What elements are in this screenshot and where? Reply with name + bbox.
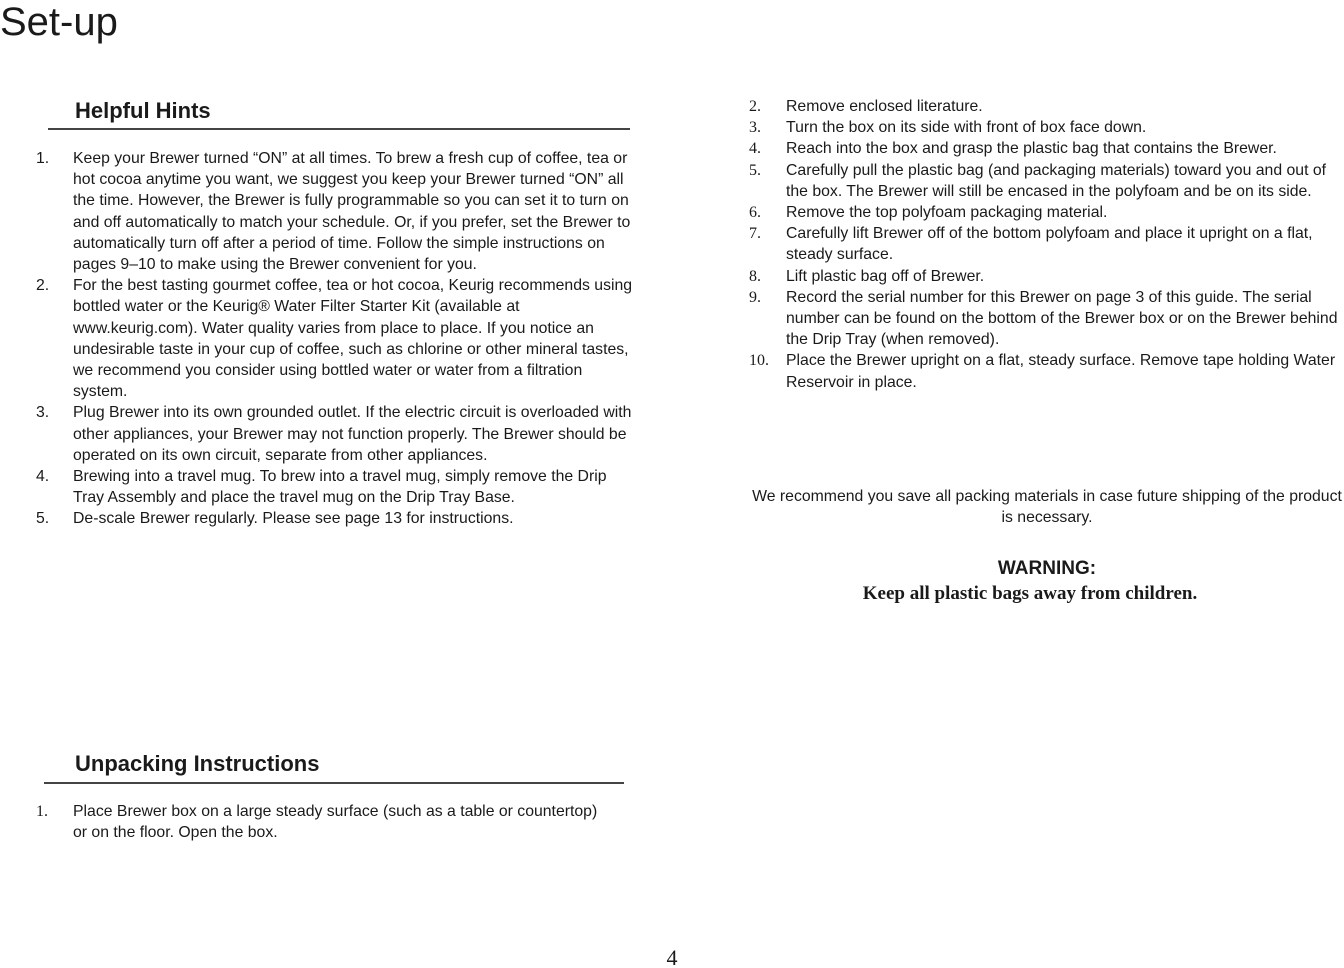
unpacking-list-left: [36, 801, 606, 843]
step-number: 4.: [749, 140, 761, 158]
hint-number: 2.: [36, 277, 50, 295]
unpacking-step: [749, 138, 1344, 159]
unpacking-step: [749, 202, 1344, 223]
unpacking-step: [749, 223, 1344, 265]
page-title: Set-up: [0, 0, 118, 44]
warning-text: Keep all plastic bags away from children.: [862, 583, 1198, 604]
unpacking-step: [749, 266, 1344, 287]
unpacking-heading: Unpacking Instructions: [75, 751, 320, 776]
hint-item: [36, 402, 636, 466]
hint-text: De-scale Brewer regularly. Please see page 13 for instructions.: [73, 510, 514, 528]
step-text: Place Brewer box on a large steady surface (such as a table or countertop) or on the floor. Open the box.: [73, 803, 598, 842]
packing-note: We recommend you save all packing materials in case future shipping of the product is necessary.: [752, 488, 1342, 527]
hint-number: 4.: [36, 468, 50, 486]
step-number: 2.: [749, 98, 761, 115]
step-number: 5.: [749, 161, 761, 179]
helpful-hints-divider: [48, 128, 630, 130]
warning-heading: WARNING:: [997, 558, 1097, 579]
hint-text: Brewing into a travel mug. To brew into a travel mug, simply remove the Drip Tray Assembly and place the travel mug on the Drip Tray Base.: [73, 468, 607, 507]
unpacking-step: [749, 160, 1344, 202]
unpacking-divider: [44, 782, 624, 784]
step-number: 9.: [749, 288, 761, 306]
hint-item: [36, 148, 636, 275]
hint-text: For the best tasting gourmet coffee, tea or hot cocoa, Keurig recommends using bottled water or the Keurig® Water Filter Starter Kit (available at www.keurig.com). Water quality varies from place to place. If you notice an undesirable taste in your cup of coffee, such as chlorine or other mineral tastes, we recommend you consider using bottled water or water from a filtration system.: [73, 277, 633, 401]
page-number: 4: [666, 945, 678, 968]
hint-item: [36, 508, 636, 529]
step-text: Place the Brewer upright on a flat, steady surface. Remove tape holding Water Reservoir in place.: [786, 352, 1336, 391]
unpacking-step: [749, 350, 1344, 392]
hint-number: 5.: [36, 510, 50, 528]
hint-item: [36, 275, 636, 402]
step-number: 8.: [749, 267, 761, 285]
step-number: 10.: [749, 352, 769, 370]
step-text: Record the serial number for this Brewer on page 3 of this guide. The serial number can be found on the bottom of the Brewer box or on the Brewer behind the Drip Tray (when removed).: [786, 288, 1338, 349]
unpacking-step: [749, 117, 1344, 138]
step-text: Lift plastic bag off of Brewer.: [786, 267, 985, 285]
hint-item: [36, 466, 636, 508]
hint-text: Keep your Brewer turned “ON” at all times. To brew a fresh cup of coffee, tea or hot cocoa anytime you want, we suggest you keep your Brewer turned “ON” all the time. However, the Brewer is fully programmable so you can set it to turn on and off automatically to match your schedule. Or, if you prefer, set the Brewer to automatically turn off after a period of time. Follow the simple instructions on pages 9–10 to make using the Brewer convenient for you.: [73, 150, 631, 274]
step-text: Remove enclosed literature.: [786, 98, 983, 115]
step-number: 7.: [749, 225, 761, 243]
step-text: Turn the box on its side with front of box face down.: [786, 119, 1147, 137]
step-text: Remove the top polyfoam packaging material.: [786, 204, 1108, 222]
hint-text: Plug Brewer into its own grounded outlet. If the electric circuit is overloaded with other appliances, your Brewer may not function properly. The Brewer should be operated on its own circuit, separate from other appliances.: [73, 404, 632, 464]
hint-number: 1.: [36, 150, 50, 167]
unpacking-step: [749, 96, 1344, 117]
step-number: 1.: [36, 803, 48, 820]
hint-number: 3.: [36, 404, 50, 422]
step-text: Carefully lift Brewer off of the bottom polyfoam and place it upright on a flat, steady surface.: [786, 225, 1313, 264]
helpful-hints-list: [36, 148, 636, 530]
unpacking-step: [749, 287, 1344, 351]
step-number: 6.: [749, 204, 761, 222]
step-number: 3.: [749, 119, 761, 137]
helpful-hints-heading: Helpful Hints: [75, 98, 211, 123]
step-text: Reach into the box and grasp the plastic bag that contains the Brewer.: [786, 140, 1277, 158]
unpacking-list-right: [749, 96, 1344, 393]
step-text: Carefully pull the plastic bag (and packaging materials) toward you and out of the box. The Brewer will still be encased in the polyfoam and be on its side.: [786, 161, 1327, 200]
unpacking-step: [36, 801, 606, 843]
